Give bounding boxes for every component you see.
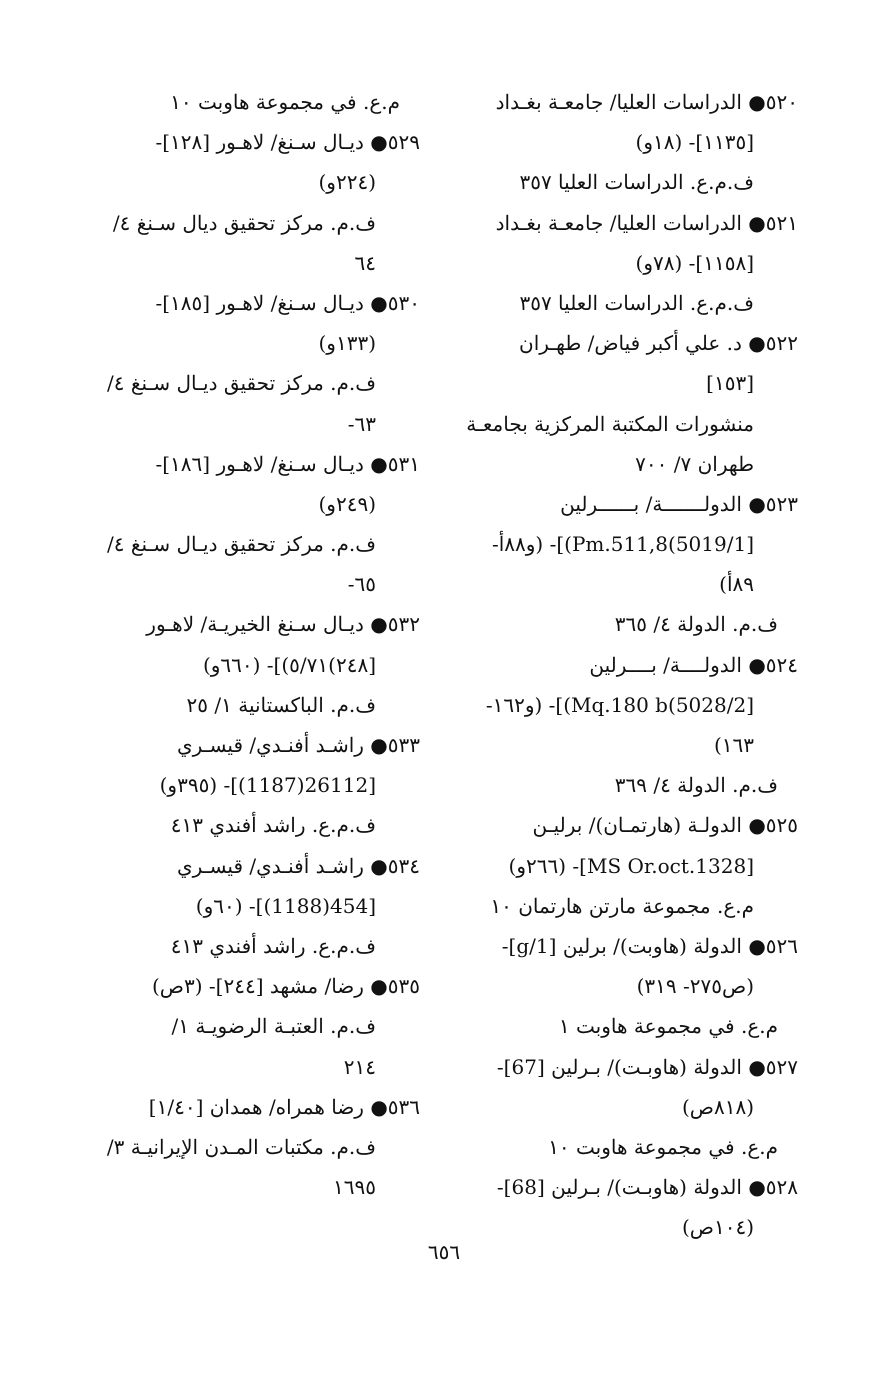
entry-heading-line: ٥٢٥● الدولـة (هارتمـان)/ برليـن <box>532 813 798 838</box>
entry-detail-line: ف.م. مركز تحقيق ديال سـنغ ٤/ <box>112 210 376 235</box>
entry-detail-line: ٦٤ <box>354 250 376 275</box>
entry-detail-line: ف.م.ع. راشد أفندي ٤١٣ <box>170 813 376 838</box>
entry-detail-line: [MS Or.oct.1328]- (٢٦٦و) <box>508 853 754 878</box>
entry-heading-line: ٥٢٩● ديـال سـنغ/ لاهـور [١٢٨]- <box>155 130 420 155</box>
entry-heading-line: ٥٢٣● الدولـــــــة/ بــــــرلين <box>560 491 798 516</box>
entry-detail-line: ٦٥- <box>347 572 376 597</box>
entry-detail-line: (٢٢٤و) <box>318 170 376 195</box>
entry-detail-line: ف.م. الباكستانية ١/ ٢٥ <box>186 692 376 717</box>
entry-detail-line: ف.م.ع. الدراسات العليا ٣٥٧ <box>519 290 754 315</box>
entry-detail-line: ٦٣- <box>347 411 376 436</box>
entry-detail-line: [١١٥٨]- (٧٨و) <box>635 250 754 275</box>
entry-detail-line: م.ع. مجموعة مارتن هارتمان ١٠ <box>490 893 754 918</box>
entry-heading-line: ٥٢٧● الدولة (هاوبـت)/ بـرلين [67]- <box>496 1054 798 1079</box>
entry-detail-line: ف.م.ع. راشد أفندي ٤١٣ <box>170 933 376 958</box>
entry-detail-line: ف.م. الدولة ٤/ ٣٦٩ <box>614 773 778 798</box>
entry-detail-line: ف.م. مكتبات المـدن الإيرانيـة ٣/ <box>106 1134 376 1159</box>
entry-heading-line: ٥٢٦● الدولة (هاوبت)/ برلين [1/g]- <box>501 933 798 958</box>
entry-detail-line: (١٠٤ص) <box>681 1215 754 1240</box>
entry-detail-line: ف.م. مركز تحقيق ديـال سـنغ ٤/ <box>107 371 376 396</box>
right-column <box>458 82 798 1247</box>
entry-detail-line: [5028/2)Mq.180 b)]- (و١٦٢- <box>485 692 754 717</box>
entry-detail-line: م.ع. في مجموعة هاوبت ١ <box>558 1014 778 1039</box>
entry-detail-line: طهران ٧/ ٧٠٠ <box>635 451 754 476</box>
entry-heading-line: ٥٢٢● د. علي أكبر فياض/ طهـران <box>519 331 798 356</box>
entry-detail-line: م.ع. في مجموعة هاوبت ١٠ <box>170 90 400 114</box>
entry-detail-line: [٢٤٨)٥/٧١)]- (٦٦٠و) <box>202 652 376 677</box>
entry-detail-line: منشورات المكتبة المركزية بجامعـة <box>466 411 754 436</box>
entry-heading-line: ٥٢٨● الدولة (هاوبـت)/ بـرلين [68]- <box>496 1175 798 1200</box>
entry-heading-line: ٥٣٥● رضا/ مشهد [٢٤٤]- (٣ص) <box>151 974 420 999</box>
entry-detail-line: م.ع. في مجموعة هاوبت ١٠ <box>548 1134 778 1159</box>
entry-heading-line: ٥٣١● ديـال سـنغ/ لاهـور [١٨٦]- <box>155 451 420 476</box>
entry-detail-line: ف.م. العتبـة الرضويـة ١/ <box>171 1014 376 1039</box>
entry-heading-line: ٥٢٠● الدراسات العليا/ جامعـة بغـداد <box>495 90 798 114</box>
entry-heading-line: ٥٣٣● راشـد أفنـدي/ قيسـري <box>177 733 420 757</box>
entry-detail-line: (٢٤٩و) <box>318 491 376 516</box>
entry-detail-line: [26112(1187)]- (٣٩٥و) <box>159 773 376 798</box>
entry-heading-line: ٥٣٦● رضا همراه/ همدان [١/٤٠] <box>148 1094 420 1119</box>
entry-detail-line: [454(1188)]- (٦٠و) <box>195 893 376 918</box>
entry-detail-line: ١٦٩٥ <box>333 1175 376 1200</box>
entry-detail-line: ١٦٣) <box>713 733 754 757</box>
entry-detail-line: [5019/1)Pm.511,8)]- (و٨٨أ- <box>491 532 754 557</box>
entry-detail-line: ف.م. الدولة ٤/ ٣٦٥ <box>614 612 778 637</box>
entry-heading-line: ٥٣٠● ديـال سـنغ/ لاهـور [١٨٥]- <box>155 290 420 315</box>
entry-detail-line: ف.م.ع. الدراسات العليا ٣٥٧ <box>519 170 754 195</box>
entry-detail-line: [١١٣٥]- (١٨و) <box>635 130 754 155</box>
entry-detail-line: ٨٩أ) <box>719 572 754 597</box>
entry-heading-line: ٥٣٤● راشـد أفنـدي/ قيسـري <box>177 853 420 878</box>
entry-detail-line: ف.م. مركز تحقيق ديـال سـنغ ٤/ <box>107 532 376 557</box>
entry-detail-line: (١٣٣و) <box>318 331 376 356</box>
entry-detail-line: ٢١٤ <box>343 1054 376 1079</box>
entry-detail-line: (٨١٨ص) <box>681 1094 754 1119</box>
entry-heading-line: ٥٢١● الدراسات العليا/ جامعـة بغـداد <box>495 210 798 235</box>
entry-heading-line: ٥٣٢● ديـال سـنغ الخيريـة/ لاهـور <box>146 612 420 637</box>
entry-detail-line: (ص٢٧٥- ٣١٩) <box>636 974 754 999</box>
entry-detail-line: [١٥٣] <box>706 371 754 396</box>
page-number: ٦٥٦ <box>427 1240 461 1264</box>
left-column <box>68 82 420 1207</box>
entry-heading-line: ٥٢٤● الدولــــة/ بــــرلين <box>589 652 798 677</box>
